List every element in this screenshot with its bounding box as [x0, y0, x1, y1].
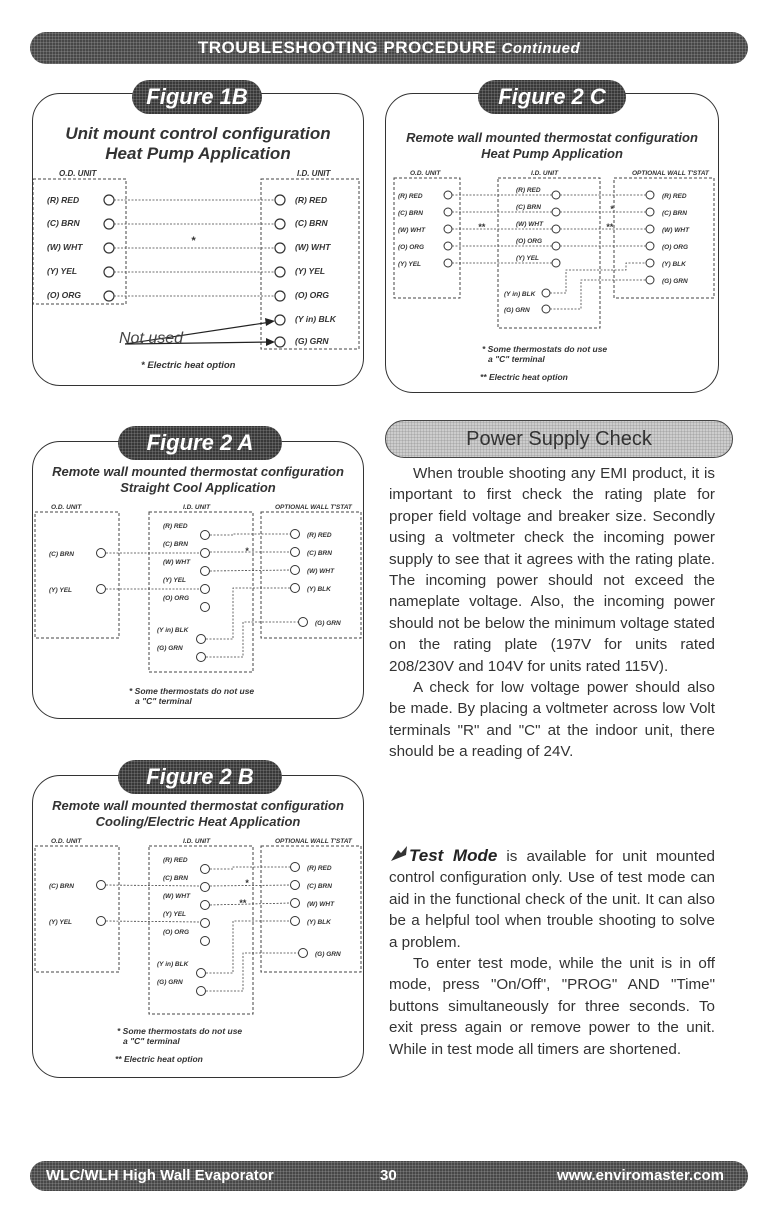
fig2b-note-1 — [117, 1026, 242, 1046]
fig2c-mid-terminal: (W) WHT — [516, 221, 544, 228]
fig2b-id-unit-label: I.D. UNIT — [183, 838, 211, 845]
fig1b-left-terminal: (R) RED — [47, 195, 80, 205]
fig2c-title-line2: Heat Pump Application — [481, 145, 623, 161]
page-footer — [30, 1161, 748, 1191]
fig2b-mid-terminal: (O) ORG — [163, 929, 189, 936]
fig1b-note: * Electric heat option — [141, 360, 236, 371]
fig2c-mid-terminal: (O) ORG — [516, 238, 542, 245]
test-mode-title: Test Mode — [409, 846, 498, 865]
test-mode-paragraph-2: To enter test mode, while the unit is in off mode, press "On/Off", "PROG" AND "Time" buttons simultaneously for three seconds. To exit press again or remove power to the unit. While in test mode all timers are shortened. — [389, 955, 715, 1058]
power-supply-body — [389, 463, 715, 763]
header-continued: Continued — [501, 39, 581, 57]
hand-pointer-icon — [389, 845, 409, 863]
fig2a-mid-terminal: (Y) YEL — [163, 577, 186, 584]
fig2a-mid-terminal: (O) ORG — [163, 595, 189, 602]
fig1b-od-unit-label: O.D. UNIT — [59, 169, 97, 178]
fig2b-dstar-mark: ** — [239, 898, 247, 908]
test-mode-paragraph-1 — [389, 845, 715, 953]
fig2c-mid-terminal: (G) GRN — [504, 307, 530, 314]
test-mode-body — [389, 845, 715, 1060]
fig2a-mid-terminal: (C) BRN — [163, 541, 188, 548]
fig2c-tstat-label: OPTIONAL WALL T'STAT — [632, 170, 709, 177]
fig2a-note-1-line2: a "C" terminal — [135, 696, 192, 706]
fig1b-title-line2: Heat Pump Application — [105, 144, 291, 164]
fig2b-right-terminal: (W) WHT — [307, 901, 335, 908]
fig2b-right-terminal: (Y) BLK — [307, 919, 331, 926]
fig1b-left-terminal: (Y) YEL — [47, 266, 78, 276]
fig2c-right-terminal: (Y) BLK — [662, 261, 686, 268]
fig2b-mid-terminal: (W) WHT — [163, 893, 191, 900]
fig2c-left-terminal: (Y) YEL — [398, 261, 421, 268]
fig2c-mid-terminal: (R) RED — [516, 187, 541, 194]
fig1b-right-terminal: (W) WHT — [295, 242, 331, 252]
footer-page-number: 30 — [380, 1167, 397, 1184]
fig1b-right-terminal: (C) BRN — [295, 218, 328, 228]
power-supply-paragraph-1: When trouble shooting any EMI product, it is important to first check the rating plate for proper field voltage and breaker size. Secondly using a voltmeter check the incoming power supply to see that it agrees with the rating plate. The incoming power should not exceed the nameplate voltage. Also, the incoming power should not be below the minimum voltage stated on the rating plate (197V for units rated 208/230V and 104V for units rated 115V). — [389, 465, 715, 675]
fig2b-mid-terminal: (R) RED — [163, 857, 188, 864]
fig2b-right-terminal: (C) BRN — [307, 883, 332, 890]
fig2c-right-terminal: (R) RED — [662, 193, 687, 200]
fig2b-star-mark: * — [245, 878, 249, 888]
fig2a-right-terminal: (C) BRN — [307, 550, 332, 557]
fig2a-tstat-label: OPTIONAL WALL T'STAT — [275, 504, 352, 511]
fig1b-id-unit-label: I.D. UNIT — [297, 169, 331, 178]
fig2a-mid-terminal: (G) GRN — [157, 645, 183, 652]
fig1b-right-terminal: (R) RED — [295, 195, 328, 205]
fig2a-title-line1: Remote wall mounted thermostat configuration — [52, 464, 344, 479]
fig2c-note-2: ** Electric heat option — [480, 372, 568, 382]
fig2c-title-line1: Remote wall mounted thermostat configuration — [406, 130, 698, 145]
fig2c-mid-terminal: (C) BRN — [516, 204, 541, 211]
fig2c-od-unit-label: O.D. UNIT — [410, 170, 441, 177]
figure-2b-label: Figure 2 B — [118, 760, 282, 794]
fig2a-wiring-diagram — [33, 442, 365, 720]
fig1b-title-line1: Unit mount control configuration — [65, 124, 331, 143]
figure-1b-panel — [32, 93, 364, 386]
fig1b-left-terminal: (W) WHT — [47, 242, 83, 252]
fig2a-note-1 — [129, 686, 254, 706]
fig2b-mid-terminal: (G) GRN — [157, 979, 183, 986]
fig2a-left-terminal: (C) BRN — [49, 551, 74, 558]
fig2c-mid-terminal: (Y in) BLK — [504, 291, 536, 298]
fig2b-tstat-label: OPTIONAL WALL T'STAT — [275, 838, 352, 845]
page-header-banner — [30, 32, 748, 64]
fig2a-right-terminal: (Y) BLK — [307, 586, 331, 593]
fig2c-right-terminal: (C) BRN — [662, 210, 687, 217]
fig2b-mid-terminal: (Y) YEL — [163, 911, 186, 918]
fig2c-left-terminal: (C) BRN — [398, 210, 423, 217]
fig2a-star-mark: * — [245, 546, 249, 556]
fig1b-right-terminal: (O) ORG — [295, 290, 329, 300]
figure-2a-panel — [32, 441, 364, 719]
fig2b-mid-terminal: (C) BRN — [163, 875, 188, 882]
fig1b-star-mark: * — [191, 235, 196, 247]
fig1b-not-used-label: Not used — [119, 330, 184, 347]
fig2c-note-1-line1: * Some thermostats do not use — [482, 344, 608, 354]
fig2a-right-terminal: (G) GRN — [315, 620, 341, 627]
footer-website[interactable]: www.enviromaster.com — [556, 1167, 724, 1184]
fig1b-right-terminal: (Y) YEL — [295, 266, 326, 276]
fig2c-right-terminal: (O) ORG — [662, 244, 688, 251]
fig2a-left-terminal: (Y) YEL — [49, 587, 72, 594]
header-title: TROUBLESHOOTING PROCEDURE — [197, 38, 497, 57]
fig2c-note-1-line2: a "C" terminal — [488, 354, 545, 364]
footer-product-name: WLC/WLH High Wall Evaporator — [46, 1167, 274, 1184]
fig2c-right-terminal: (W) WHT — [662, 227, 690, 234]
power-supply-paragraph-2: A check for low voltage power should also be made. By placing a voltmeter across low Volt terminals "R" and "C" at the indoor unit, there should be a reading of 24V. — [389, 679, 715, 761]
fig2b-note-1-line1: * Some thermostats do not use — [117, 1026, 243, 1036]
figure-2b-panel — [32, 775, 364, 1078]
fig2b-title-line1: Remote wall mounted thermostat configuration — [52, 798, 344, 813]
fig2b-note-2: ** Electric heat option — [115, 1054, 203, 1064]
figure-2a-label: Figure 2 A — [118, 426, 282, 460]
fig2c-left-terminal: (W) WHT — [398, 227, 426, 234]
fig2b-od-unit-label: O.D. UNIT — [51, 838, 82, 845]
fig1b-left-terminal: (O) ORG — [47, 290, 81, 300]
fig2a-right-terminal: (W) WHT — [307, 568, 335, 575]
fig2b-left-terminal: (C) BRN — [49, 883, 74, 890]
fig2c-right-terminal: (G) GRN — [662, 278, 688, 285]
figure-2c-panel — [385, 93, 719, 393]
fig2c-dstar-mark: ** — [478, 222, 486, 232]
fig2c-left-terminal: (O) ORG — [398, 244, 424, 251]
fig2b-title-line2: Cooling/Electric Heat Application — [95, 813, 301, 829]
fig2b-left-terminal: (Y) YEL — [49, 919, 72, 926]
power-supply-check-heading: Power Supply Check — [385, 420, 733, 458]
test-mode-text: is available for unit mounted control configuration only. Use of test mode can aid in the functional check of the unit. It can also be a helpful tool when trouble shooting to solve a problem. — [389, 848, 715, 951]
fig1b-right-terminal: (G) GRN — [295, 336, 329, 346]
fig2c-dstar-mark-2: ** — [606, 222, 614, 232]
fig2a-od-unit-label: O.D. UNIT — [51, 504, 82, 511]
fig2a-mid-terminal: (R) RED — [163, 523, 188, 530]
fig2a-mid-terminal: (Y in) BLK — [157, 627, 189, 634]
fig2b-right-terminal: (R) RED — [307, 865, 332, 872]
fig2c-mid-terminal: (Y) YEL — [516, 255, 539, 262]
fig1b-right-terminal: (Y in) BLK — [295, 314, 336, 324]
fig2c-star-mark: * — [610, 204, 614, 214]
fig2a-mid-terminal: (W) WHT — [163, 559, 191, 566]
fig2a-id-unit-label: I.D. UNIT — [183, 504, 211, 511]
fig2a-note-1-line1: * Some thermostats do not use — [129, 686, 255, 696]
fig1b-left-terminal: (C) BRN — [47, 218, 80, 228]
figure-1b-label: Figure 1B — [132, 80, 262, 114]
fig2b-mid-terminal: (Y in) BLK — [157, 961, 189, 968]
fig1b-wiring-diagram — [33, 94, 365, 387]
figure-2c-label: Figure 2 C — [478, 80, 626, 114]
fig2c-left-terminal: (R) RED — [398, 193, 423, 200]
fig2a-right-terminal: (R) RED — [307, 532, 332, 539]
fig2c-note-1 — [482, 344, 607, 364]
fig2b-note-1-line2: a "C" terminal — [123, 1036, 180, 1046]
fig2c-id-unit-label: I.D. UNIT — [531, 170, 559, 177]
fig2b-right-terminal: (G) GRN — [315, 951, 341, 958]
fig2a-title-line2: Straight Cool Application — [120, 479, 276, 495]
